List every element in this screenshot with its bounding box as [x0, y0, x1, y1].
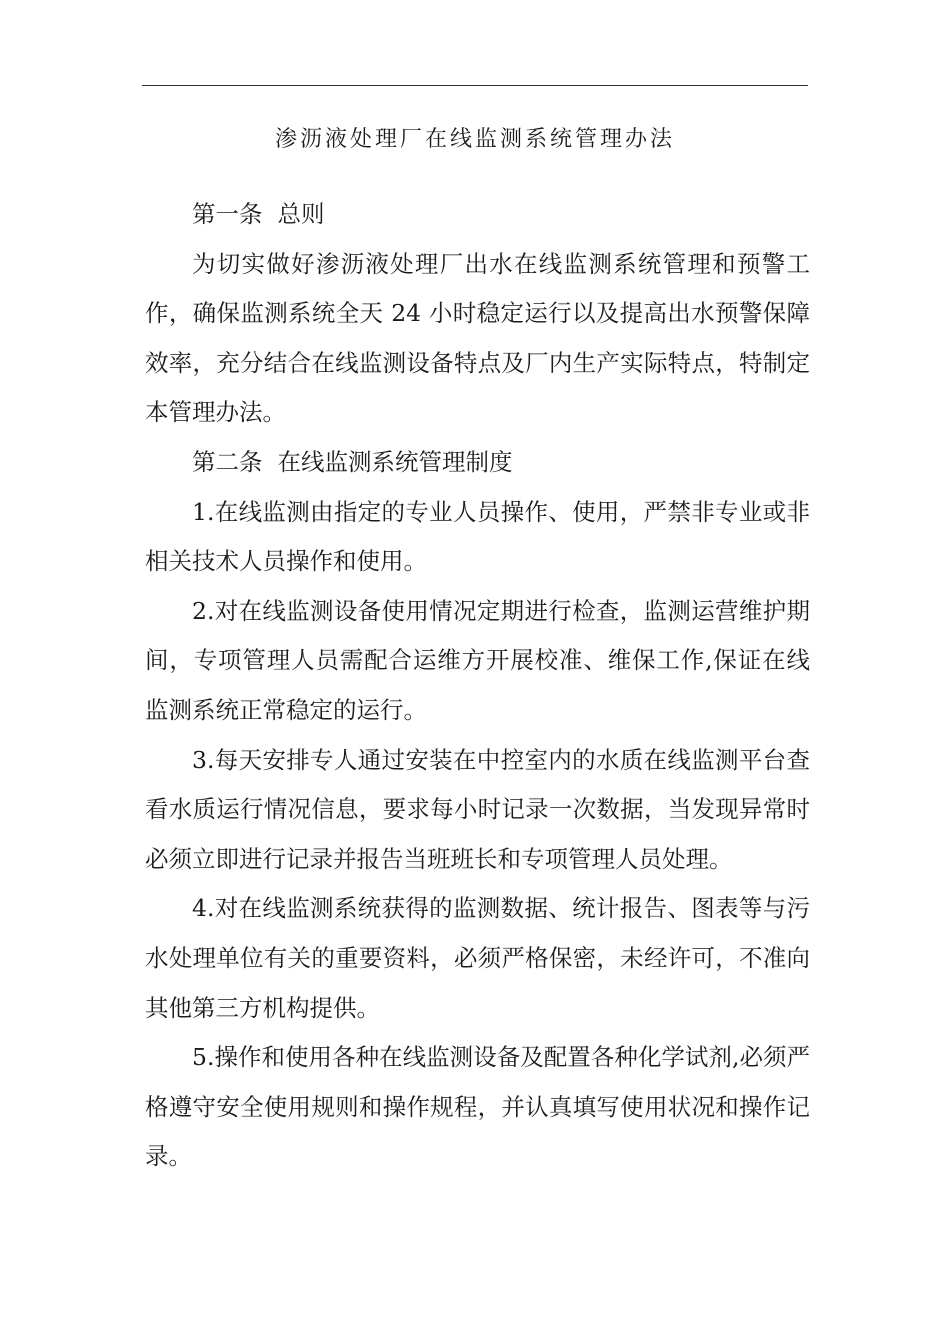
paragraph-item-3: 3.每天安排专人通过安装在中控室内的水质在线监测平台查看水质运行情况信息，要求每小时记录一次数据，当发现异常时必须立即进行记录并报告当班班长和专项管理人员处理。 — [145, 745, 810, 873]
section-heading-management: 第二条 在线监测系统管理制度 — [192, 447, 513, 476]
document-title: 渗沥液处理厂在线监测系统管理办法 — [274, 127, 675, 152]
paragraph-item-2: 2.对在线监测设备使用情况定期进行检查，监测运营维护期间，专项管理人员需配合运维方开展校准、维保工作,保证在线监测系统正常稳定的运行。 — [145, 596, 810, 724]
section-heading-general: 第一条 总则 — [192, 200, 325, 228]
paragraph-item-5: 5.操作和使用各种在线监测设备及配置各种化学试剂,必须严格遵守安全使用规则和操作规程，并认真填写使用状况和操作记录。 — [145, 1043, 810, 1171]
paragraph-item-4: 4.对在线监测系统获得的监测数据、统计报告、图表等与污水处理单位有关的重要资料，必须严格保密，未经许可，不准向其他第三方机构提供。 — [145, 894, 810, 1022]
paragraph-general: 为切实做好渗沥液处理厂出水在线监测系统管理和预警工作，确保监测系统全天 24 小时稳定运行以及提高出水预警保障效率，充分结合在线监测设备特点及厂内生产实际特点，特制定本管理办法。 — [145, 249, 810, 427]
document-body — [145, 190, 810, 1182]
paragraph-item-1: 1.在线监测由指定的专业人员操作、使用，严禁非专业或非相关技术人员操作和使用。 — [145, 497, 810, 576]
header-rule — [142, 85, 808, 86]
